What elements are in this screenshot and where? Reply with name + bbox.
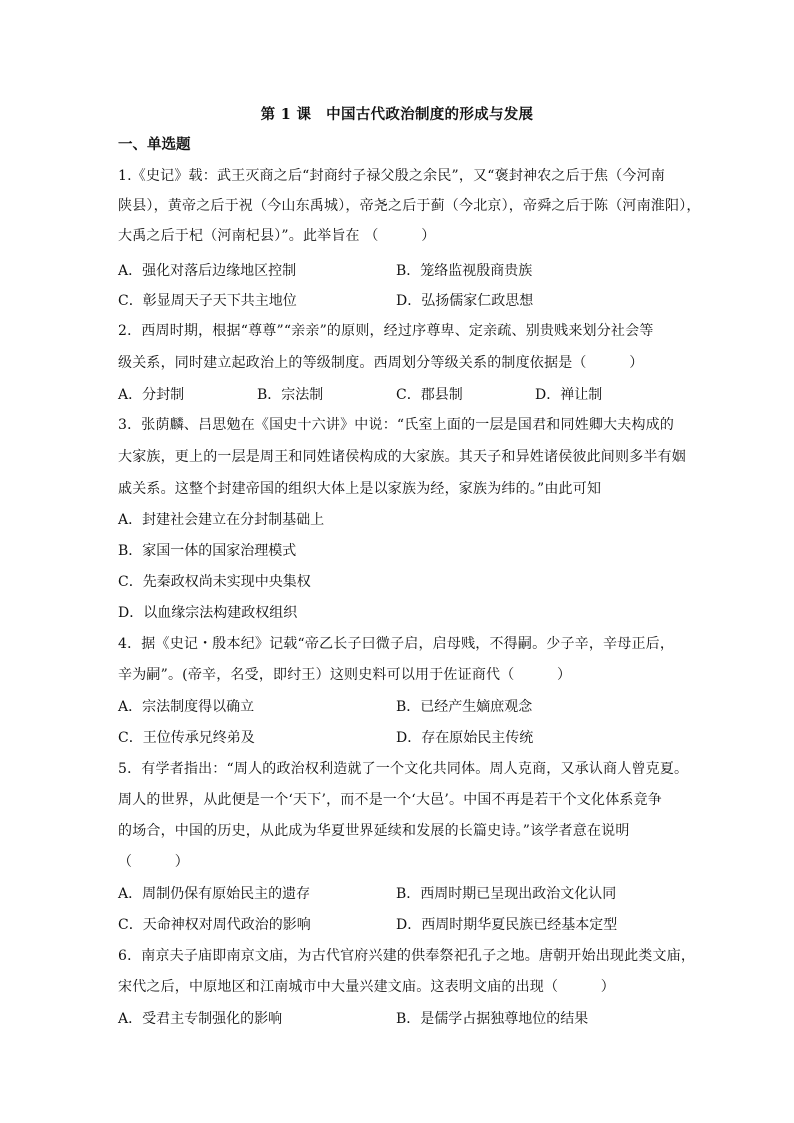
question-1-line-2: 陕县），黄帝之后于祝（今山东禹城），帝尧之后于蓟（今北京），帝舜之后于陈（河南淮阳），: [118, 198, 701, 214]
lesson-title: 第 1 课 中国古代政治制度的形成与发展: [260, 106, 534, 123]
question-2-option-b: B．宗法制: [257, 387, 324, 403]
question-1-line-3: 大禹之后于杞（河南杞县）”。此举旨在 （ ）: [118, 228, 436, 244]
question-1-option-b: B．笼络监视殷商贵族: [396, 263, 533, 279]
question-1-option-d: D．弘扬儒家仁政思想: [396, 293, 534, 309]
question-5-option-c: C．天命神权对周代政治的影响: [118, 917, 311, 933]
question-5-option-d: D．西周时期华夏民族已经基本定型: [396, 917, 618, 933]
question-6-option-b: B．是儒学占据独尊地位的结果: [396, 1011, 589, 1027]
question-6-line-2: 宋代之后，中原地区和江南城市中大量兴建文庙。这表明文庙的出现（ ）: [118, 979, 615, 995]
question-2-option-a: A．分封制: [118, 387, 185, 403]
question-5-option-a: A．周制仍保有原始民主的遗存: [118, 886, 311, 902]
question-3-option-c: C．先秦政权尚未实现中央集权: [118, 574, 311, 590]
question-6-option-a: A．受君主专制强化的影响: [118, 1011, 283, 1027]
question-2-line-2: 级关系，同时建立起政治上的等级制度。西周划分等级关系的制度依据是（ ）: [118, 355, 644, 371]
question-3-line-2: 大家族，更上的一层是周王和同姓诸侯构成的大家族。其天子和异姓诸侯彼此间则多半有姻: [118, 449, 686, 465]
question-5-line-3: 的场合，中国的历史，从此成为华夏世界延续和发展的长篇史诗。”该学者意在说明: [118, 823, 630, 839]
question-4-line-2: 辛为嗣”。(帝辛，名受，即纣王）这则史料可以用于佐证商代（ ）: [118, 667, 572, 683]
question-4-line-1: 4．据《史记・殷本纪》记载“帝乙长子曰微子启，启母贱，不得嗣。少子辛，辛母正后，: [118, 636, 675, 652]
question-3-option-b: B．家国一体的国家治理模式: [118, 543, 297, 559]
question-3-line-1: 3．张荫麟、吕思勉在《国史十六讲》中说：“氏室上面的一层是国君和同姓卿大夫构成的: [118, 417, 675, 433]
question-4-option-a: A．宗法制度得以确立: [118, 699, 255, 715]
question-1-line-1: 1.《史记》载：武王灭商之后“封商纣子禄父殷之余民”，又“褒封神农之后于焦（今河南: [118, 168, 666, 184]
question-5-line-1: 5．有学者指出：“周人的政治权利造就了一个文化共同体。周人克商，又承认商人曾克夏。: [118, 761, 689, 777]
question-1-option-a: A．强化对落后边缘地区控制: [118, 263, 297, 279]
question-4-option-c: C．王位传承兄终弟及: [118, 730, 255, 746]
question-4-option-b: B．已经产生嫡庶观念: [396, 699, 533, 715]
question-3-option-d: D．以血缘宗法构建政权组织: [118, 605, 298, 621]
question-3-line-3: 戚关系。这整个封建帝国的组织大体上是以家族为经，家族为纬的。”由此可知: [118, 481, 602, 497]
question-5-option-b: B．西周时期已呈现出政治文化认同: [396, 886, 617, 902]
question-1-option-c: C．彰显周天子天下共主地位: [118, 293, 297, 309]
question-5-line-2: 周人的世界，从此便是一个‘天下’，而不是一个‘大邑’。中国不再是若干个文化体系竞争: [118, 792, 662, 808]
question-6-line-1: 6．南京夫子庙即南京文庙，为古代官府兴建的供奉祭祀孔子之地。唐朝开始出现此类文庙，: [118, 948, 696, 964]
question-2-option-c: C．郡县制: [396, 387, 463, 403]
question-3-option-a: A．封建社会建立在分封制基础上: [118, 512, 325, 528]
question-2-option-d: D．禅让制: [535, 387, 603, 403]
question-2-line-1: 2．西周时期，根据“尊尊”“亲亲”的原则，经过序尊卑、定亲疏、别贵贱来划分社会等: [118, 323, 654, 339]
question-5-line-4: （ ）: [118, 854, 189, 870]
question-4-option-d: D．存在原始民主传统: [396, 730, 534, 746]
section-heading: 一、单选题: [118, 136, 191, 153]
